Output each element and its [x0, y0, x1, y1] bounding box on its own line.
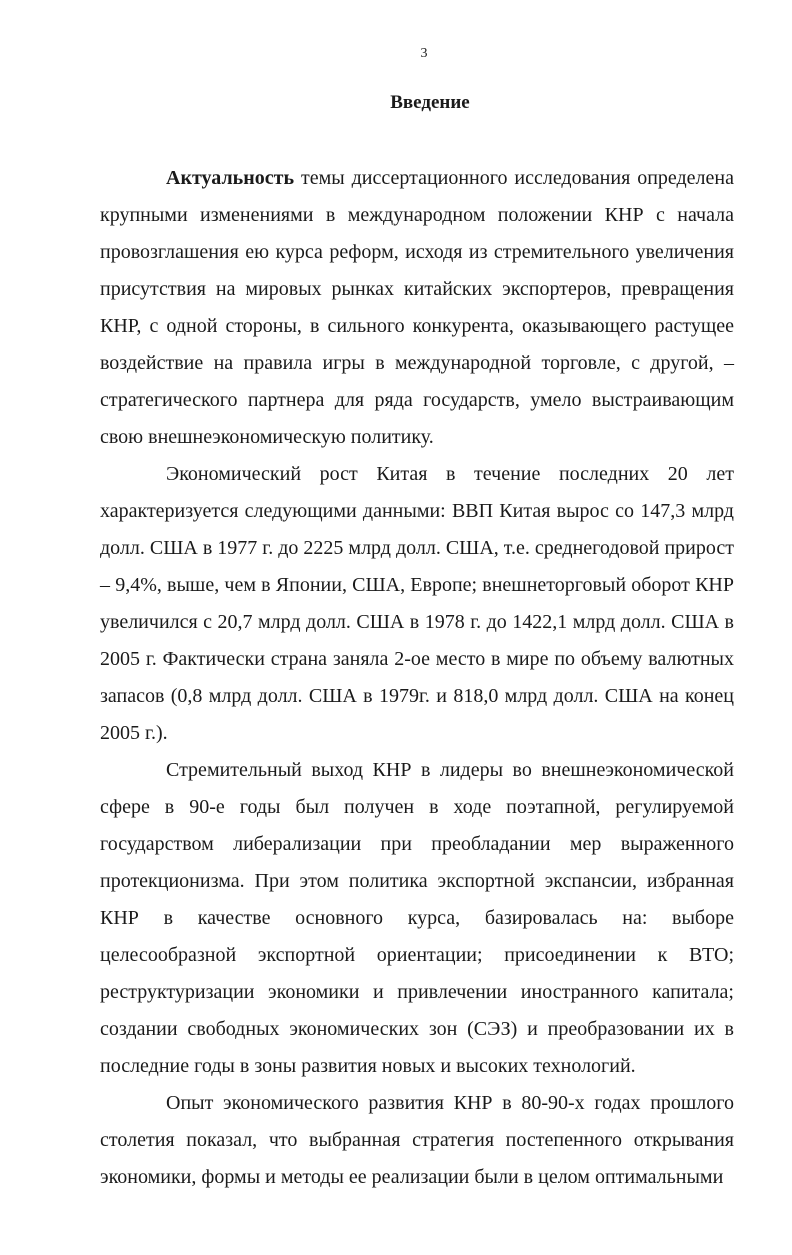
paragraph-text: темы диссертационного исследования определена крупными изменениями в международном положении КНР с начала провозглашения ею курса реформ, исходя из стремительного увеличения присутствия на мировых рынках китайских экспортеров, превращения КНР, с одной стороны, в сильного конкурента, оказывающего растущее воздействие на правила игры в международной торговле, с другой, – стратегического партнера для ряда государств, умело выстраивающим свою внешнеэкономическую политику. — [100, 167, 734, 448]
page-title: Введение — [390, 92, 470, 113]
paragraph-export-expansion: Стремительный выход КНР в лидеры во внешнеэкономической сфере в 90-е годы был получен в ходе поэтапной, регулируемой государством либерализации при преобладании мер выраженного протекционизма. При этом политика экспортной экспансии, избранная КНР в качестве основного курса, базировалась на: выборе целесообразной экспортной ориентации; присоединении к ВТО; реструктуризации экономики и привлечении иностранного капитала; создании свободных экономических зон (СЭЗ) и преобразовании их в последние годы в зоны развития новых и высоких технологий. — [100, 759, 734, 1077]
paragraph-relevance — [100, 160, 734, 456]
page-number: 3 — [420, 46, 428, 61]
relevance-lead-term: Актуальность — [166, 167, 295, 189]
paragraph-economic-growth: Экономический рост Китая в течение последних 20 лет характеризуется следующими данными: ВВП Китая вырос со 147,3 млрд долл. США в 1977 г. до 2225 млрд долл. США, т.е. среднегодовой прирост – 9,4%, выше, чем в Японии, США, Европе; внешнеторговый оборот КНР увеличился с 20,7 млрд долл. США в 1978 г. до 1422,1 млрд долл. США в 2005 г. Фактически страна заняла 2-ое место в мире по объему валютных запасов (0,8 млрд долл. США в 1979г. и 818,0 млрд долл. США на конец 2005 г.). — [100, 463, 734, 744]
document-body — [100, 160, 734, 1196]
paragraph-development-experience: Опыт экономического развития КНР в 80-90-х годах прошлого столетия показал, что выбранная стратегия постепенного открывания экономики, формы и методы ее реализации были в целом оптимальными — [100, 1092, 734, 1188]
